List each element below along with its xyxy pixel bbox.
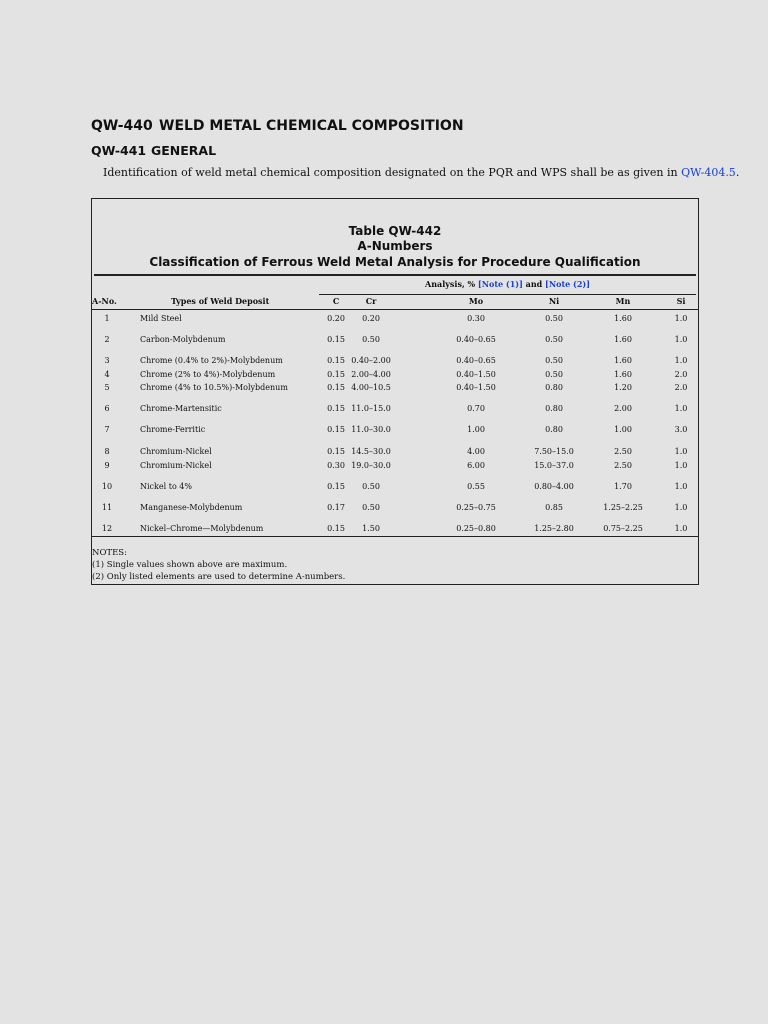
si-cell (675, 480, 688, 494)
ni-cell (534, 522, 574, 536)
ni-value: 0.80 (545, 383, 563, 392)
c-value: 0.20 (327, 314, 345, 323)
cr-cell (351, 402, 391, 416)
table-notes (92, 547, 345, 583)
si-value: 1.0 (674, 335, 688, 344)
a-no-value: 6 (104, 404, 110, 413)
a-no-value: 11 (101, 503, 113, 512)
si-value: 1.0 (674, 524, 688, 533)
c-value: 0.15 (327, 383, 345, 392)
si-value: 2.0 (674, 369, 688, 379)
c-cell (327, 445, 345, 472)
mn-value: 1.60 (614, 314, 632, 323)
cr-cell (351, 445, 391, 472)
c-value: 0.15 (327, 335, 345, 344)
c-value: 0.30 (327, 460, 345, 470)
mn-cell (603, 501, 643, 515)
c-cell (327, 501, 345, 515)
c-value: 0.15 (327, 356, 345, 365)
c-cell (327, 522, 345, 536)
table-caption: Classification of Ferrous Weld Metal Analysis for Procedure Qualification (149, 255, 641, 269)
ni-cell (545, 501, 563, 515)
column-header-ni: Ni (548, 296, 560, 306)
a-no-cell (104, 423, 109, 437)
mo-cell (456, 501, 496, 515)
si-cell (675, 402, 688, 416)
mn-value: 1.20 (614, 383, 632, 392)
ni-value: 0.50 (545, 335, 563, 344)
cr-cell (362, 522, 380, 536)
cr-cell (351, 423, 391, 437)
cr-value: 19.0–30.0 (351, 460, 391, 470)
c-value: 0.15 (327, 482, 345, 491)
cr-value: 0.40–2.00 (351, 356, 391, 365)
a-no-value: 4 (104, 369, 110, 379)
cr-value: 0.50 (362, 503, 380, 512)
cr-value: 4.00–10.5 (351, 383, 391, 392)
c-cell (327, 480, 345, 494)
a-no-value: 3 (104, 356, 110, 365)
analysis-and: and (525, 279, 543, 289)
mo-value: 0.30 (467, 314, 485, 323)
mn-value: 1.60 (614, 335, 632, 344)
mo-cell (467, 402, 485, 416)
c-value: 0.15 (327, 425, 345, 434)
notes-heading: NOTES: (92, 548, 127, 558)
mo-cell (467, 480, 485, 494)
ni-value: 0.85 (545, 503, 563, 512)
a-no-cell (104, 333, 109, 347)
mn-cell (614, 423, 632, 437)
mo-cell (467, 423, 485, 437)
c-cell (327, 312, 345, 326)
cr-cell (362, 480, 380, 494)
mn-cell (614, 402, 632, 416)
a-no-value: 2 (104, 335, 110, 344)
subsection-number: QW-441 (91, 143, 147, 158)
cr-value: 14.5–30.0 (351, 447, 391, 456)
si-value: 1.0 (674, 356, 688, 365)
analysis-label: Analysis, % (425, 279, 476, 289)
ni-cell (534, 480, 574, 494)
cr-value: 11.0–15.0 (351, 404, 391, 413)
si-cell (675, 354, 688, 395)
weld-deposit-type-cell (140, 402, 222, 416)
mo-value: 4.00 (467, 447, 485, 456)
c-value: 0.15 (327, 404, 345, 413)
c-value: 0.15 (327, 447, 345, 456)
section-heading (91, 118, 464, 134)
mn-cell (614, 354, 632, 395)
si-value: 1.0 (674, 503, 688, 512)
mo-cell (467, 445, 485, 472)
ni-value: 0.80–4.00 (534, 482, 574, 491)
weld-deposit-type-value: Chrome (2% to 4%)-Molybdenum (140, 369, 276, 379)
ni-cell (545, 333, 563, 347)
weld-deposit-type-value: Mild Steel (140, 314, 182, 323)
a-no-value: 8 (104, 447, 110, 456)
ni-cell (534, 445, 574, 472)
weld-deposit-type-value: Chromium-Nickel (140, 447, 212, 456)
si-value: 1.0 (674, 314, 688, 323)
ni-cell (545, 354, 563, 395)
section-number: QW-440 (91, 118, 153, 134)
weld-deposit-type-cell (140, 354, 288, 395)
column-header-mn: Mn (615, 296, 631, 306)
mn-value: 2.00 (614, 404, 632, 413)
mo-value: 0.25–0.80 (456, 524, 496, 533)
table-number: Table QW-442 (348, 224, 442, 238)
ni-value: 15.0–37.0 (534, 460, 574, 470)
si-value: 1.0 (674, 460, 688, 470)
column-header-c: C (332, 296, 340, 306)
note-2-link[interactable]: [Note (2)] (545, 279, 590, 289)
mn-value: 1.00 (614, 425, 632, 434)
weld-deposit-type-cell (140, 445, 212, 472)
a-no-cell (102, 480, 112, 494)
column-header-cr: Cr (365, 296, 377, 306)
mn-cell (614, 312, 632, 326)
mo-value: 0.40–0.65 (456, 335, 496, 344)
si-cell (675, 445, 688, 472)
c-cell (327, 354, 345, 395)
weld-deposit-type-value: Chrome (0.4% to 2%)-Molybdenum (140, 356, 283, 365)
weld-deposit-type-value: Carbon-Molybdenum (140, 335, 226, 344)
mo-cell (456, 333, 496, 347)
mn-cell (614, 445, 632, 472)
a-no-cell (104, 445, 109, 472)
a-no-cell (104, 312, 109, 326)
mn-value: 2.50 (614, 460, 632, 470)
a-no-value: 12 (101, 524, 113, 533)
cr-value: 0.50 (362, 482, 380, 491)
si-cell (675, 312, 688, 326)
ni-value: 0.50 (545, 356, 563, 365)
mn-cell (614, 480, 632, 494)
cr-cell (351, 354, 391, 395)
si-cell (675, 423, 688, 437)
c-value: 0.17 (327, 503, 345, 512)
mo-value: 6.00 (467, 460, 485, 470)
mn-value: 1.70 (614, 482, 632, 491)
cr-cell (362, 501, 380, 515)
analysis-rule (319, 294, 696, 295)
ni-value: 0.80 (545, 425, 563, 434)
a-no-value: 7 (104, 425, 110, 434)
mn-value: 1.60 (614, 369, 632, 379)
mn-value: 0.75–2.25 (603, 524, 643, 533)
intro-period: . (735, 166, 740, 179)
si-value: 2.0 (674, 383, 688, 392)
si-cell (675, 501, 688, 515)
si-value: 1.0 (674, 404, 688, 413)
mo-value: 0.55 (467, 482, 485, 491)
mo-cell (456, 354, 496, 395)
si-cell (675, 333, 688, 347)
weld-deposit-type-value: Chromium-Nickel (140, 460, 212, 470)
cr-value: 0.50 (362, 335, 380, 344)
weld-deposit-type-cell (140, 501, 242, 515)
mn-value: 1.25–2.25 (603, 503, 643, 512)
mo-value: 0.40–0.65 (456, 356, 496, 365)
mo-cell (467, 312, 485, 326)
column-header-si: Si (676, 296, 686, 306)
intro-paragraph (103, 166, 739, 179)
weld-deposit-type-cell (140, 522, 263, 536)
ni-value: 0.80 (545, 404, 563, 413)
ni-value: 7.50–15.0 (534, 447, 574, 456)
note-1-link[interactable]: [Note (1)] (477, 279, 523, 289)
table-top-rule (94, 274, 696, 276)
c-value: 0.15 (327, 369, 345, 379)
note-1: (1) Single values shown above are maximum. (92, 560, 288, 570)
si-value: 1.0 (674, 482, 688, 491)
qw-404-5-link[interactable]: QW-404.5 (681, 166, 736, 179)
ni-value: 0.50 (545, 314, 563, 323)
subsection-heading (91, 143, 216, 158)
ni-cell (545, 402, 563, 416)
weld-deposit-type-value: Nickel–Chrome—Molybdenum (140, 524, 264, 533)
ni-cell (545, 423, 563, 437)
mo-value: 1.00 (467, 425, 485, 434)
subsection-title: GENERAL (151, 143, 217, 158)
ni-cell (545, 312, 563, 326)
weld-deposit-type-value: Chrome-Martensitic (140, 404, 222, 413)
weld-deposit-type-value: Chrome-Ferritic (140, 425, 206, 434)
cr-value: 0.20 (362, 314, 380, 323)
mo-value: 0.40–1.50 (456, 383, 496, 392)
a-no-value: 1 (104, 314, 110, 323)
weld-deposit-type-value: Chrome (4% to 10.5%)-Molybdenum (140, 383, 288, 392)
weld-deposit-type-cell (140, 333, 225, 347)
column-header-a-no: A-No. (92, 296, 117, 306)
column-header-weld-deposit-type: Types of Weld Deposit (171, 296, 270, 306)
mn-value: 1.60 (614, 356, 632, 365)
mn-cell (614, 333, 632, 347)
a-no-cell (104, 354, 109, 395)
mn-value: 2.50 (614, 447, 632, 456)
ni-value: 1.25–2.80 (534, 524, 574, 533)
section-title: WELD METAL CHEMICAL COMPOSITION (159, 118, 464, 134)
a-no-cell (104, 402, 109, 416)
c-cell (327, 333, 345, 347)
mo-cell (456, 522, 496, 536)
cr-value: 2.00–4.00 (351, 369, 391, 379)
si-value: 3.0 (674, 425, 688, 434)
c-cell (327, 402, 345, 416)
weld-deposit-type-cell (140, 480, 192, 494)
a-no-value: 5 (104, 383, 110, 392)
ni-value: 0.50 (545, 369, 563, 379)
mo-value: 0.40–1.50 (456, 369, 496, 379)
cr-value: 11.0–30.0 (351, 425, 391, 434)
note-2: (2) Only listed elements are used to determine A-numbers. (92, 572, 346, 582)
weld-deposit-type-cell (140, 312, 182, 326)
mo-value: 0.25–0.75 (456, 503, 496, 512)
table-subtitle: A-Numbers (357, 239, 433, 253)
cr-cell (362, 333, 380, 347)
intro-text: Identification of weld metal chemical composition designated on the PQR and WPS shall be as given in (103, 166, 682, 179)
cr-value: 1.50 (362, 524, 380, 533)
a-no-value: 10 (101, 482, 113, 491)
a-no-cell (102, 501, 112, 515)
c-cell (327, 423, 345, 437)
c-value: 0.15 (327, 524, 345, 533)
table-qw-442 (91, 198, 699, 585)
table-bottom-rule (92, 536, 698, 537)
mo-value: 0.70 (467, 404, 485, 413)
header-rule (92, 309, 698, 310)
a-no-value: 9 (104, 460, 110, 470)
cr-cell (362, 312, 380, 326)
column-header-mo: Mo (468, 296, 484, 306)
analysis-header (319, 279, 696, 289)
si-value: 1.0 (674, 447, 688, 456)
si-cell (675, 522, 688, 536)
weld-deposit-type-cell (140, 423, 205, 437)
a-no-cell (102, 522, 112, 536)
mn-cell (603, 522, 643, 536)
weld-deposit-type-value: Nickel to 4% (140, 482, 192, 491)
weld-deposit-type-value: Manganese-Molybdenum (140, 503, 243, 512)
